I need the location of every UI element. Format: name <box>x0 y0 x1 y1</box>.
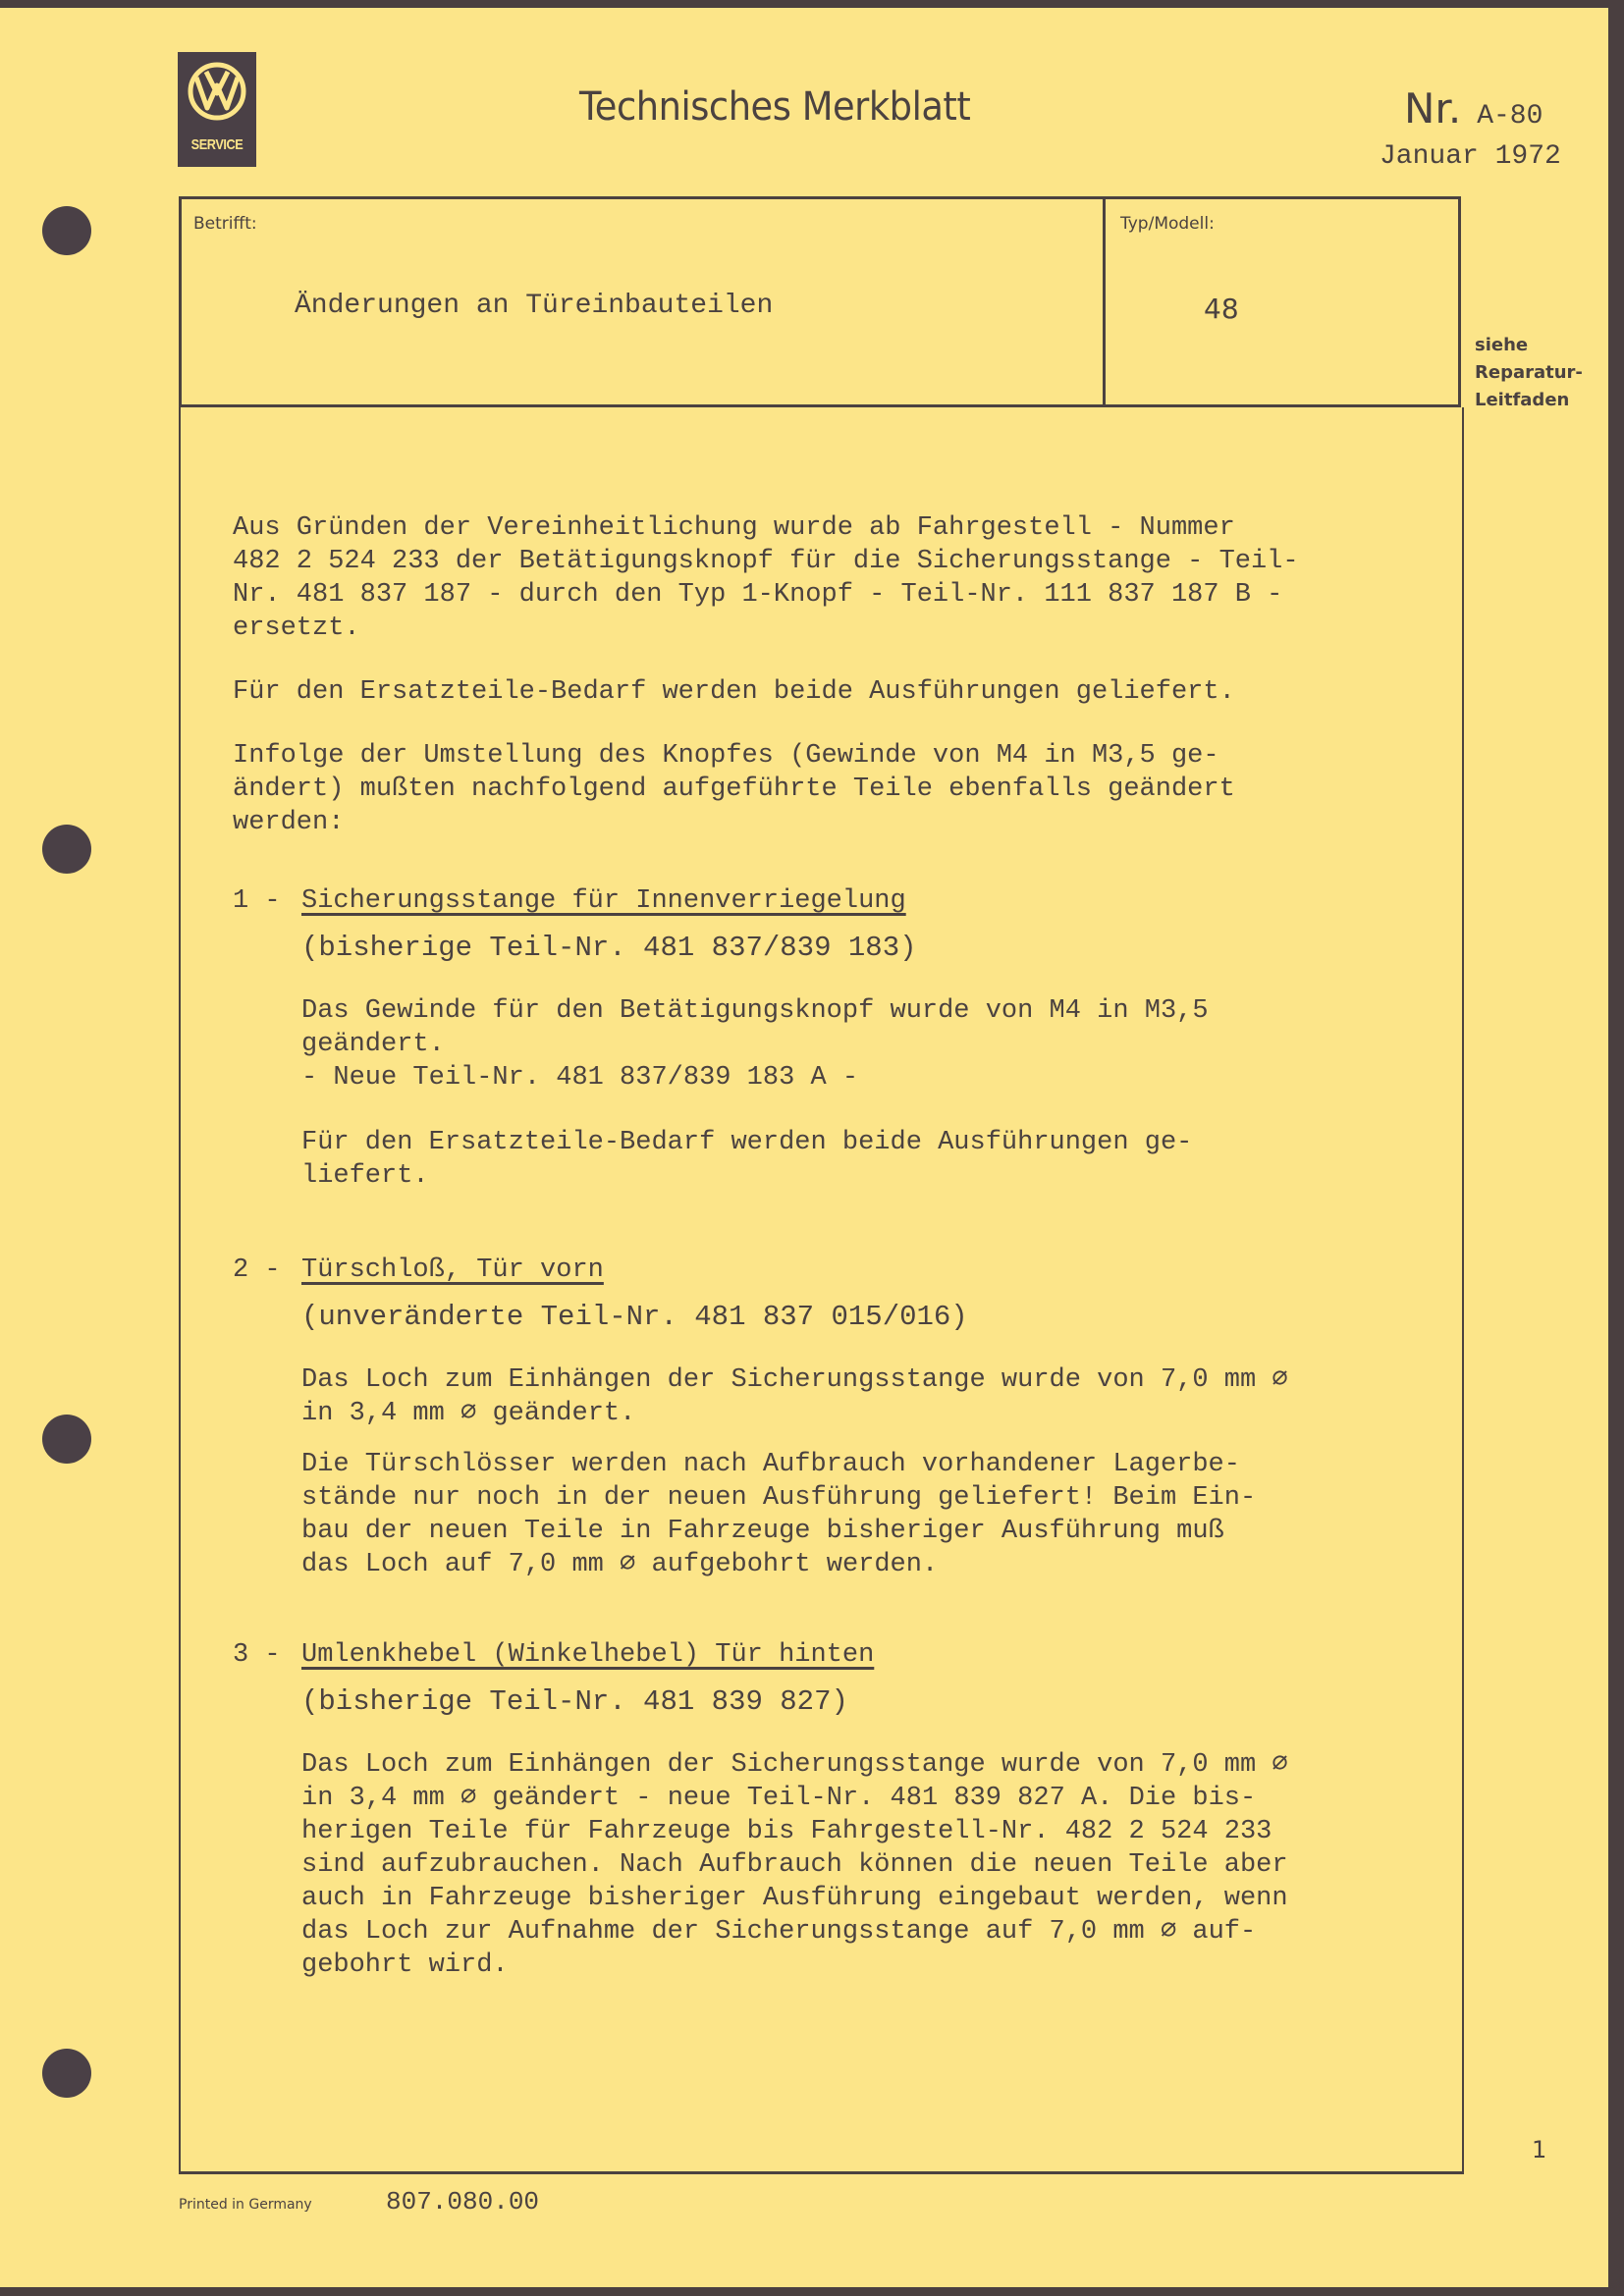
intro-paragraph: Aus Gründen der Vereinheitlichung wurde ab Fahrgestell - Nummer 482 2 524 233 der Betätigungsknopf für die Sicherungsstange - Teil- Nr. 481 837 187 - durch den Typ 1-Knopf - Teil-Nr. 111 837 187 B - ersetzt. <box>233 513 1299 643</box>
vw-emblem-icon <box>187 61 247 122</box>
intro-paragraph: Infolge der Umstellung des Knopfes (Gewinde von M4 in M3,5 ge- ändert) mußten nachfolgend aufgeführte Teile ebenfalls geändert werden: <box>233 741 1235 837</box>
change-item <box>233 1638 1450 1982</box>
vw-service-logo <box>178 52 256 167</box>
document-page <box>0 8 1608 2287</box>
item-paragraph: Das Loch zum Einhängen der Sicherungsstange wurde von 7,0 mm ⌀ in 3,4 mm ⌀ geändert. <box>301 1365 1288 1428</box>
item-paragraph: Das Gewinde für den Betätigungsknopf wurde von M4 in M3,5 geändert. - Neue Teil-Nr. 481 837/839 183 A - <box>301 996 1209 1093</box>
punch-hole <box>42 2049 91 2098</box>
item-part-note: (unveränderte Teil-Nr. 481 837 015/016) <box>301 1301 968 1333</box>
printed-in-label: Printed in Germany <box>179 2197 312 2213</box>
intro-paragraph: Für den Ersatzteile-Bedarf werden beide Ausführungen geliefert. <box>233 677 1235 707</box>
model-value: 48 <box>1204 293 1239 325</box>
logo-label: SERVICE <box>190 136 244 153</box>
content-body <box>233 511 1450 2000</box>
subject-box-divider <box>1103 196 1106 407</box>
punch-hole <box>42 825 91 874</box>
item-number: 3 - <box>233 1640 281 1670</box>
item-part-note: (bisherige Teil-Nr. 481 839 827) <box>301 1685 848 1718</box>
subject-label: Betrifft: <box>193 214 257 234</box>
change-item <box>233 884 1450 1193</box>
subject-text: Änderungen an Türeinbauteilen <box>295 291 774 321</box>
change-item <box>233 1254 1450 1581</box>
punch-hole <box>42 206 91 255</box>
item-title: Umlenkhebel (Winkelhebel) Tür hinten <box>301 1640 875 1670</box>
number-value: A-80 <box>1477 101 1543 132</box>
item-number: 1 - <box>233 886 281 916</box>
document-number <box>1404 84 1543 133</box>
item-part-note: (bisherige Teil-Nr. 481 837/839 183) <box>301 932 917 964</box>
document-code: 807.080.00 <box>386 2187 540 2216</box>
item-paragraph: Für den Ersatzteile-Bedarf werden beide Ausführungen ge- liefert. <box>301 1128 1193 1191</box>
item-paragraph: Das Loch zum Einhängen der Sicherungsstange wurde von 7,0 mm ⌀ in 3,4 mm ⌀ geändert - neue Teil-Nr. 481 839 827 A. Die bis- herigen Teile für Fahrzeuge bis Fahrgestell-Nr. 482 2 524 233 sind aufzubrauchen. Nach Aufbrauch können die neuen Teile aber auch in Fahrzeuge bisheriger Ausführung eingebaut werden, wenn das Loch zur Aufnahme der Sicherungsstange auf 7,0 mm ⌀ auf- gebohrt wird. <box>301 1750 1288 1980</box>
item-number: 2 - <box>233 1255 281 1285</box>
item-title: Sicherungsstange für Innenverriegelung <box>301 886 906 916</box>
item-title: Türschloß, Tür vorn <box>301 1255 604 1285</box>
page-number: 1 <box>1532 2136 1547 2163</box>
model-label: Typ/Modell: <box>1120 214 1215 234</box>
item-paragraph: Die Türschlösser werden nach Aufbrauch vorhandener Lagerbe- stände nur noch in der neuen Ausführung geliefert! Beim Ein- bau der neuen Teile in Fahrzeuge bisheriger Ausführung muß das Loch auf 7,0 mm ⌀ aufgebohrt werden. <box>301 1450 1257 1579</box>
number-label: Nr. <box>1404 84 1462 133</box>
punch-hole <box>42 1415 91 1464</box>
page-title: Technisches Merkblatt <box>579 84 971 130</box>
side-note: siehe Reparatur- Leitfaden <box>1475 335 1583 410</box>
issue-date: Januar 1972 <box>1380 141 1561 172</box>
